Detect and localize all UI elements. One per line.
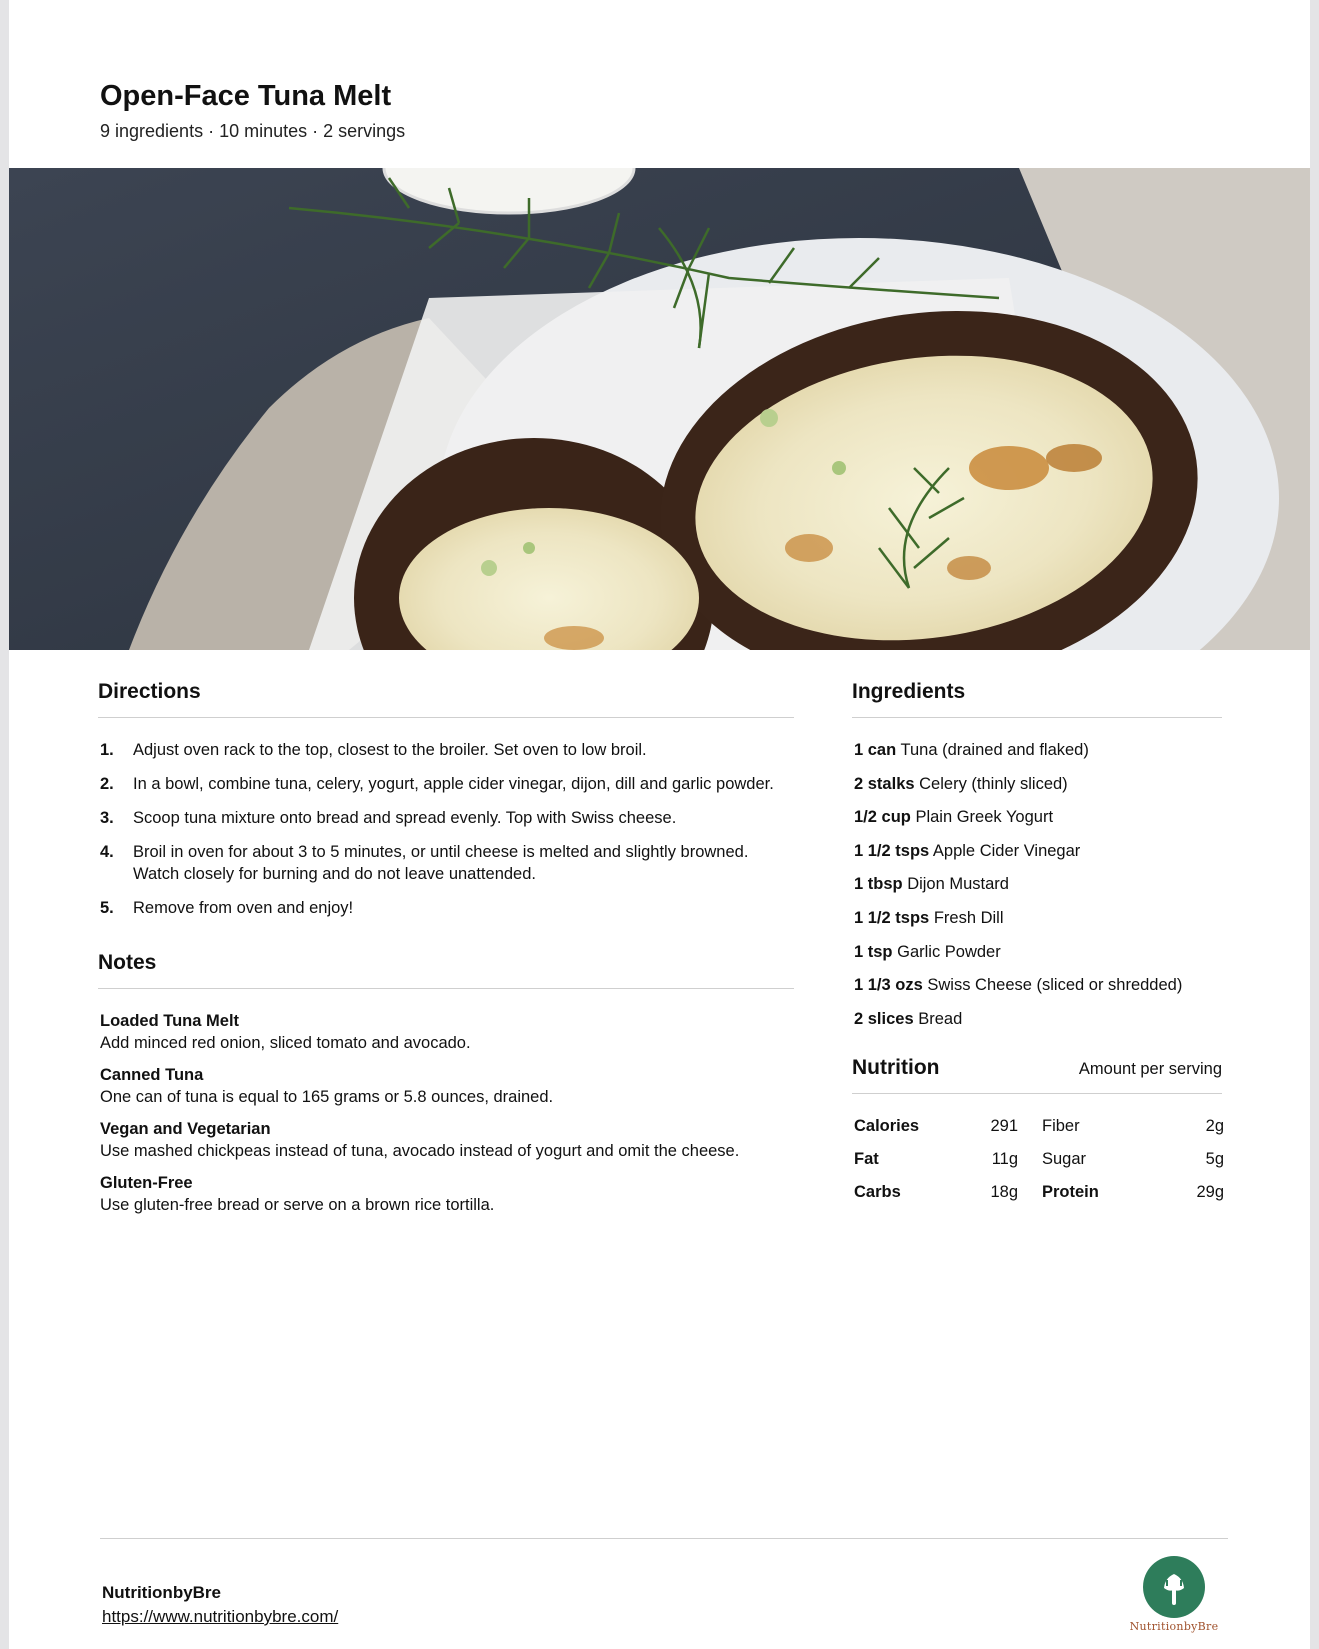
direction-step: 3. Scoop tuna mixture onto bread and spread evenly. Top with Swiss cheese. bbox=[100, 809, 677, 827]
direction-step: 4. Broil in oven for about 3 to 5 minutes, or until cheese is melted and slightly browned. Watch closely for burning and do not leave unattended. bbox=[100, 843, 749, 883]
nutrition-value: 291 bbox=[990, 1116, 1018, 1135]
notes-heading: Notes bbox=[98, 951, 794, 989]
ingredient-item: 1 1/3 ozs Swiss Cheese (sliced or shredded) bbox=[854, 976, 1183, 995]
footer-website-link[interactable]: https://www.nutritionbybre.com/ bbox=[102, 1607, 339, 1626]
direction-step: 2. In a bowl, combine tuna, celery, yogurt, apple cider vinegar, dijon, dill and garlic powder. bbox=[100, 775, 774, 793]
recipe-title: Open-Face Tuna Melt bbox=[100, 80, 392, 112]
nutrition-value: 5g bbox=[1205, 1149, 1224, 1168]
nutrition-value: 18g bbox=[990, 1182, 1018, 1201]
footer-brand: NutritionbyBre bbox=[102, 1583, 221, 1602]
direction-step: 1. Adjust oven rack to the top, closest to the broiler. Set oven to low broil. bbox=[100, 741, 647, 759]
left-column bbox=[98, 680, 794, 1226]
ingredient-item: 2 stalks Celery (thinly sliced) bbox=[854, 774, 1068, 793]
ingredient-item: 1/2 cup Plain Greek Yogurt bbox=[854, 808, 1054, 827]
nutrition-label: Carbs bbox=[854, 1182, 901, 1201]
nutrition-label: Sugar bbox=[1042, 1149, 1087, 1168]
nutrition-label: Calories bbox=[854, 1116, 920, 1135]
nutrition-value: 11g bbox=[991, 1149, 1018, 1168]
nutrition-table bbox=[852, 1115, 1222, 1214]
nutrition-heading bbox=[852, 1056, 1222, 1094]
nutrition-label: Fat bbox=[854, 1149, 879, 1168]
nutrition-label: Protein bbox=[1042, 1182, 1099, 1201]
recipe-page bbox=[9, 0, 1310, 1649]
ingredients-list bbox=[852, 739, 1222, 1030]
hero-photo bbox=[9, 168, 1310, 650]
ingredient-item: 1 1/2 tsps Apple Cider Vinegar bbox=[854, 841, 1081, 860]
footer-divider bbox=[100, 1538, 1228, 1539]
logo-wordmark: NutritionbyBre bbox=[1129, 1620, 1219, 1633]
note-item: Vegan and Vegetarian Use mashed chickpeas instead of tuna, avocado instead of yogurt and omit the cheese. bbox=[100, 1120, 740, 1160]
hero-illustration bbox=[9, 168, 1310, 650]
recipe-subtitle: 9 ingredients · 10 minutes · 2 servings bbox=[100, 121, 406, 141]
directions-heading: Directions bbox=[98, 680, 794, 718]
direction-step: 5. Remove from oven and enjoy! bbox=[100, 899, 354, 917]
ingredient-item: 1 1/2 tsps Fresh Dill bbox=[854, 908, 1004, 927]
ingredient-item: 1 tbsp Dijon Mustard bbox=[854, 875, 1009, 894]
note-item: Canned Tuna One can of tuna is equal to 165 grams or 5.8 ounces, drained. bbox=[100, 1066, 554, 1106]
nutrition-title: Nutrition bbox=[852, 1055, 940, 1079]
directions-list bbox=[98, 739, 794, 919]
note-item: Gluten-Free Use gluten-free bread or serve on a brown rice tortilla. bbox=[100, 1174, 495, 1214]
note-item: Loaded Tuna Melt Add minced red onion, sliced tomato and avocado. bbox=[100, 1012, 471, 1052]
ingredient-item: 1 can Tuna (drained and flaked) bbox=[854, 741, 1089, 759]
right-column bbox=[852, 680, 1222, 1214]
nutrition-label: Fiber bbox=[1042, 1116, 1080, 1135]
ingredient-item: 1 tsp Garlic Powder bbox=[854, 942, 1001, 961]
fork-leaf-icon bbox=[1143, 1556, 1205, 1618]
ingredient-item: 2 slices Bread bbox=[854, 1009, 963, 1028]
nutrition-subtitle: Amount per serving bbox=[1078, 1059, 1222, 1078]
ingredients-heading: Ingredients bbox=[852, 680, 1222, 718]
brand-logo bbox=[1126, 1556, 1222, 1633]
notes-list bbox=[98, 1010, 794, 1216]
nutrition-value: 29g bbox=[1196, 1182, 1224, 1201]
nutrition-value: 2g bbox=[1205, 1116, 1224, 1135]
